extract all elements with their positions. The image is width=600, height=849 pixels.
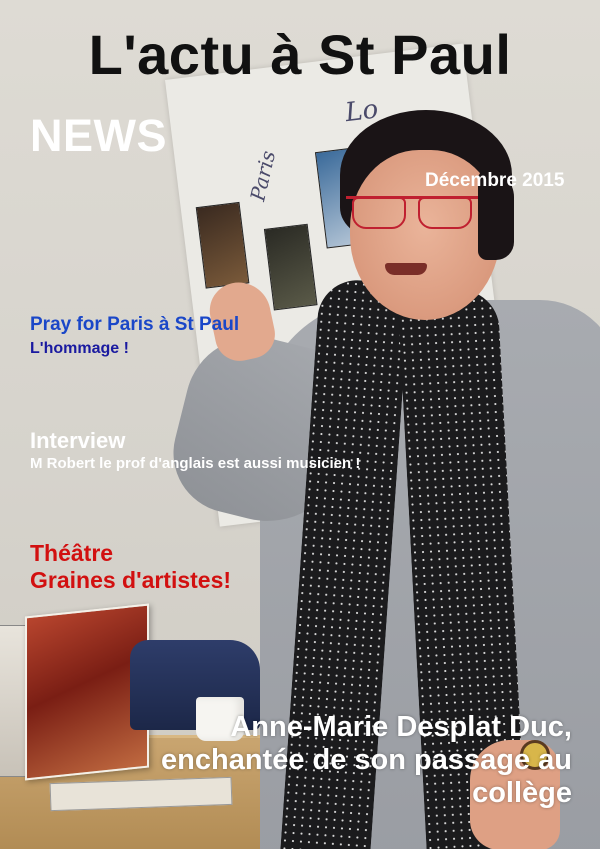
masthead-title: L'actu à St Paul xyxy=(88,23,512,86)
poster-book-cover xyxy=(264,224,318,311)
poster-book-cover xyxy=(196,202,250,289)
red-glasses xyxy=(346,196,478,229)
story-subline: M Robert le prof d'anglais est aussi musicien ! xyxy=(30,455,361,472)
story-pray-for-paris[interactable] xyxy=(30,314,239,358)
feature-line: Anne-Marie Desplat Duc, xyxy=(230,711,572,743)
issue-date: Décembre 2015 xyxy=(425,170,565,191)
feature-line: enchantée de son passage au xyxy=(161,744,572,776)
story-headline: Théâtre xyxy=(30,540,114,566)
story-interview[interactable] xyxy=(30,428,360,472)
story-headline: Interview xyxy=(30,428,126,453)
poster-word-lo: Lo xyxy=(343,94,380,129)
mouth xyxy=(385,263,427,275)
story-headline: Pray for Paris à St Paul xyxy=(30,314,240,335)
glasses-lens xyxy=(352,197,406,229)
story-subline: Graines d'artistes! xyxy=(30,567,232,593)
news-label: NEWS xyxy=(30,110,167,161)
poster-word-paris: Paris xyxy=(245,148,281,204)
glasses-lens xyxy=(418,197,472,229)
feature-line: collège xyxy=(472,777,572,809)
story-subline: L'hommage ! xyxy=(30,340,129,357)
feature-headline[interactable] xyxy=(72,711,572,810)
story-theatre[interactable] xyxy=(30,540,231,594)
